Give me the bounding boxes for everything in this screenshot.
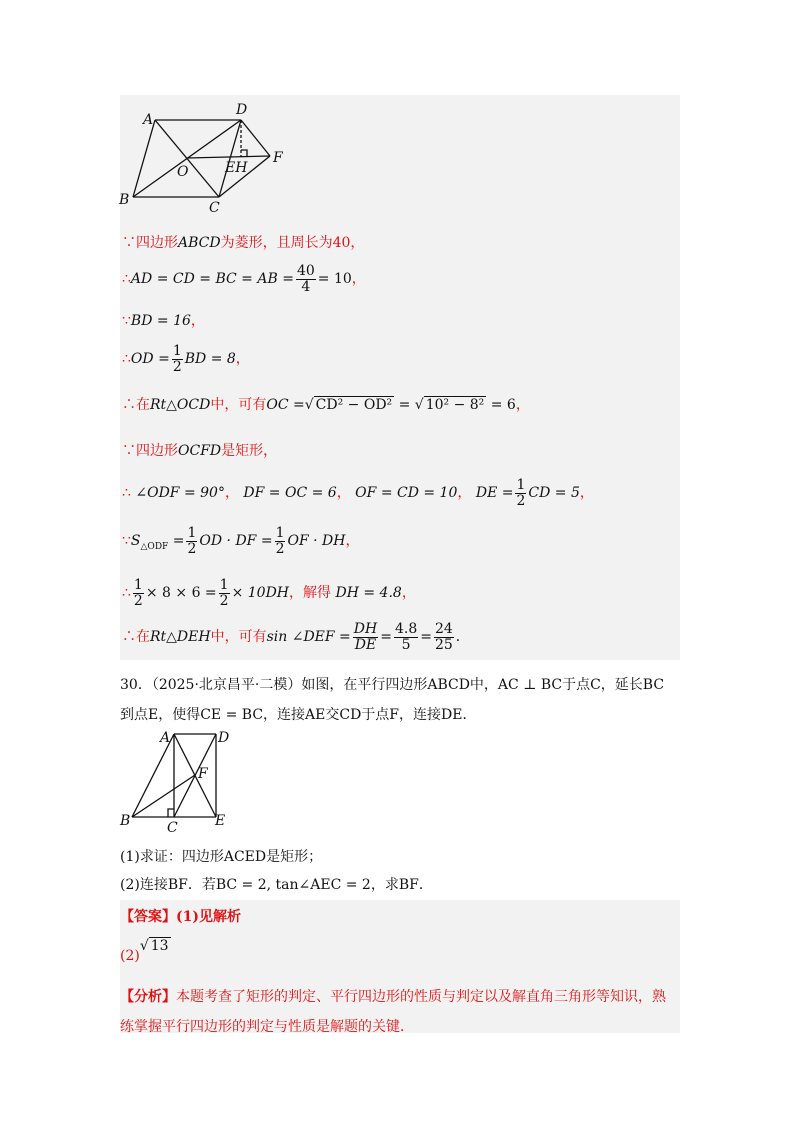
question-30-part-2: (2)连接BF．若BC = 2, tan∠AEC = 2，求BF． (120, 877, 433, 893)
answer-part-2-label: (2) (120, 948, 140, 964)
sol-line-7: ∴ ∠ODF = 90°， DF = OC = 6， OF = CD = 10， DE = $\frac{1}{2}$ CD = 5， (122, 477, 594, 509)
analysis-label: 【分析】 (120, 989, 176, 1005)
fig1-label-D: D (236, 102, 248, 118)
sol-line-5: ∴在Rt△OCD中，可有OC =√ CD² − OD² = √ 10² − 8² = 6， (122, 397, 530, 413)
question-30-line-2: 到点E，使得CE = BC，连接AE交CD于点F，连接DE． (120, 707, 477, 723)
fig1-label-B: B (119, 192, 130, 208)
fig2-label-B: B (120, 813, 131, 829)
fig1-label-EH: EH (225, 160, 248, 176)
answer-label: 【答案】 (120, 909, 176, 925)
answer-part-2-value: 13 (150, 938, 169, 954)
fig1-label-O: O (177, 164, 189, 180)
sol-line-8: $\because S_{\triangle ODF}$ = $\frac{1}{2}$ OD · DF = $\frac{1}{2}$ OF · DH， (122, 525, 360, 557)
sol-line-3: ∵BD = 16， (122, 313, 205, 329)
rhombus-figure (115, 100, 295, 215)
sol-line-2: ∴AD = CD = BC = AB = $\frac{40}{4}$ = 10， (122, 263, 366, 295)
answer-line-1 (120, 906, 241, 926)
parallelogram-figure (118, 728, 238, 838)
analysis-line-1: 【分析】本题考查了矩形的判定、平行四边形的性质与判定以及解直角三角形等知识，熟 (120, 989, 666, 1005)
fig2-label-E: E (215, 813, 226, 829)
sol-line-10: ∴在Rt△DEH中，可有sin ∠DEF = $\frac{DH}{DE}$ = $\frac{4.8}{5}$ = $\frac{24}{25}$ ． (122, 621, 470, 653)
fig2-label-D: D (218, 730, 230, 746)
sol-line-1: ∵四边形ABCD为菱形，且周长为40， (122, 235, 365, 251)
sol-line-4: ∴OD = $\frac{1}{2}$ BD = 8， (122, 343, 250, 375)
fig1-label-C: C (209, 200, 220, 215)
question-30-part-1: (1)求证：四边形ACED是矩形； (120, 849, 323, 865)
fig2-label-F: F (198, 766, 208, 782)
fig1-label-A: A (143, 112, 154, 128)
fig2-label-C: C (167, 820, 178, 836)
sol-line-9: ∴ $\frac{1}{2}$ × 8 × 6 = $\frac{1}{2}$ × 10DH，解得 DH = 4.8， (122, 577, 416, 609)
answer-part-1: (1)见解析 (176, 909, 241, 925)
fig2-label-A: A (160, 730, 171, 746)
answer-line-2: (2)√ 13 (120, 938, 169, 964)
sol-line-6: ∵四边形OCFD是矩形， (122, 443, 278, 459)
fig1-label-F: F (273, 150, 283, 166)
analysis-line-2: 练掌握平行四边形的判定与性质是解题的关键． (120, 1019, 414, 1035)
question-30-line-1: 30．（2025·北京昌平·二模）如图，在平行四边形ABCD中，AC ⊥ BC于点C，延长BC (120, 677, 665, 693)
